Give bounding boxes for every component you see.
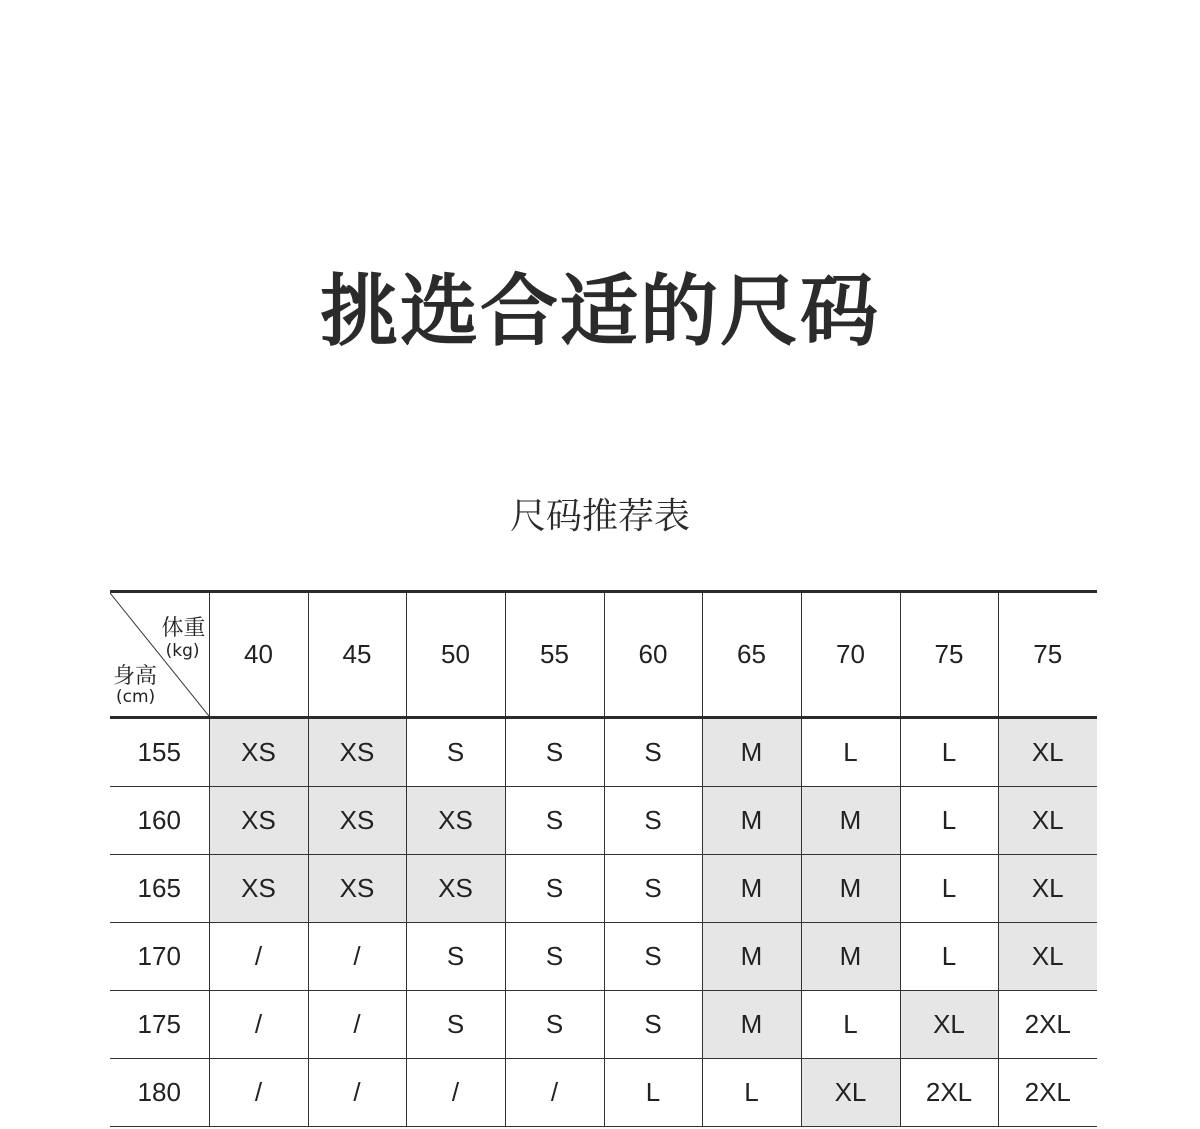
size-cell: S [505,991,604,1059]
table-row [110,855,1097,923]
size-cell: / [209,1059,308,1127]
header-row [110,592,1097,718]
size-cell: S [604,855,702,923]
size-chart-table [110,590,1097,1127]
size-cell: XL [801,1059,900,1127]
page-title: 挑选合适的尺码 [319,267,880,357]
size-cell: XL [998,718,1097,787]
height-cell: 155 [110,718,209,787]
size-cell: M [702,787,801,855]
size-cell: / [209,991,308,1059]
size-cell: L [900,855,998,923]
height-cell: 175 [110,991,209,1059]
weight-header: 60 [604,592,702,718]
size-cell: L [900,923,998,991]
size-cell: S [406,718,505,787]
size-cell: M [801,923,900,991]
size-cell: S [406,991,505,1059]
weight-header: 75 [998,592,1097,718]
size-cell: S [505,787,604,855]
table-row [110,718,1097,787]
size-cell: M [702,718,801,787]
size-cell: S [604,787,702,855]
size-cell: XS [406,855,505,923]
weight-header: 45 [308,592,406,718]
size-cell: L [801,991,900,1059]
size-cell: S [604,923,702,991]
size-cell: XS [406,787,505,855]
size-cell: XS [209,787,308,855]
size-cell: / [308,991,406,1059]
height-unit: (cm) [116,687,156,707]
weight-header: 65 [702,592,801,718]
size-cell: XS [308,718,406,787]
size-cell: L [900,718,998,787]
size-cell: / [308,1059,406,1127]
size-cell: S [505,718,604,787]
size-cell: S [406,923,505,991]
size-cell: L [702,1059,801,1127]
size-cell: L [604,1059,702,1127]
size-cell: 2XL [998,991,1097,1059]
size-cell: S [604,718,702,787]
weight-header: 75 [900,592,998,718]
size-cell: S [604,991,702,1059]
size-cell: / [308,923,406,991]
height-cell: 160 [110,787,209,855]
size-cell: L [801,718,900,787]
size-cell: XL [998,923,1097,991]
size-cell: M [702,855,801,923]
size-cell: M [702,991,801,1059]
weight-header: 50 [406,592,505,718]
size-cell: / [406,1059,505,1127]
height-cell: 170 [110,923,209,991]
table-row [110,991,1097,1059]
size-cell: XS [209,855,308,923]
corner-cell [110,592,209,718]
size-cell: XL [998,787,1097,855]
table-row [110,787,1097,855]
table-title: 尺码推荐表 [509,496,690,537]
size-cell: M [801,855,900,923]
size-cell: S [505,855,604,923]
weight-header: 70 [801,592,900,718]
size-cell: XS [308,787,406,855]
size-cell: 2XL [900,1059,998,1127]
height-label: 身高 [113,664,158,689]
size-cell: M [702,923,801,991]
size-cell: S [505,923,604,991]
weight-unit: (kg) [165,641,200,661]
table-row [110,1059,1097,1127]
weight-header: 40 [209,592,308,718]
size-cell: XL [900,991,998,1059]
size-cell: 2XL [998,1059,1097,1127]
height-cell: 180 [110,1059,209,1127]
size-cell: M [801,787,900,855]
size-cell: XS [308,855,406,923]
size-cell: / [505,1059,604,1127]
weight-header: 55 [505,592,604,718]
size-cell: / [209,923,308,991]
table-row [110,923,1097,991]
size-cell: XS [209,718,308,787]
height-cell: 165 [110,855,209,923]
weight-label: 体重 [161,616,206,641]
size-cell: XL [998,855,1097,923]
size-cell: L [900,787,998,855]
